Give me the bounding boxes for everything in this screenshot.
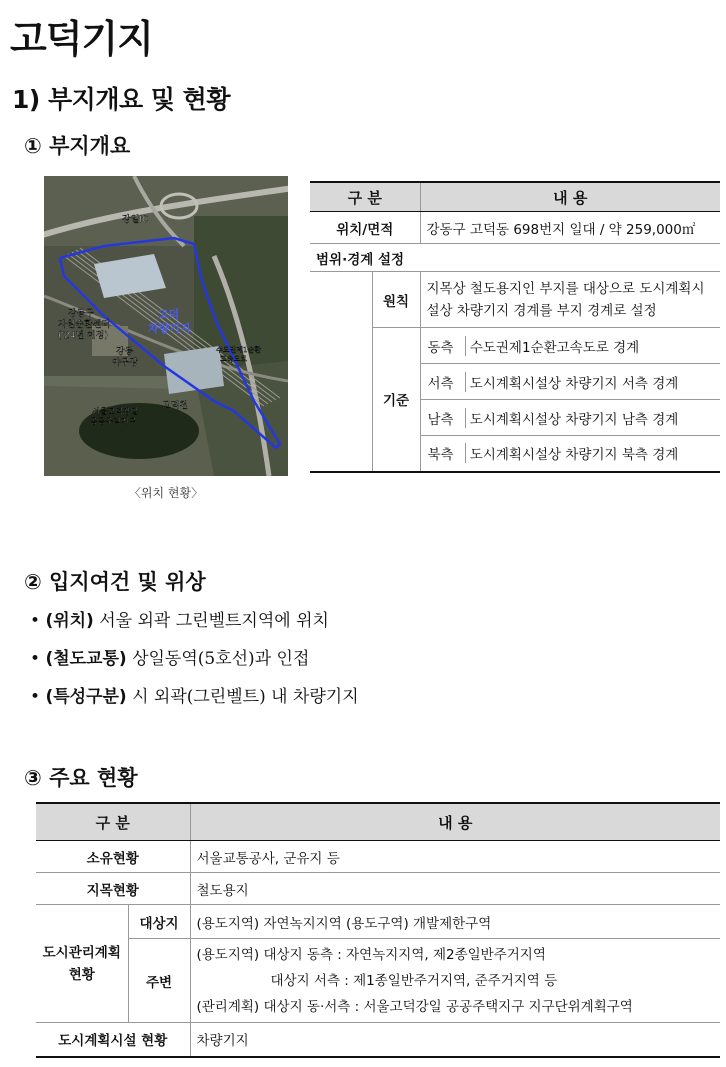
south-row [420, 400, 720, 436]
page-title: 고덕기지 [10, 17, 153, 61]
section-heading: 1) 부지개요 및 현황 [12, 85, 230, 114]
range-label: 범위·경계 설정 [310, 244, 720, 272]
site-overview-table [310, 181, 720, 473]
principle-value: 지목상 철도용지인 부지를 대상으로 도시계획시설상 차량기지 경계를 부지 경계로 설정 [420, 272, 720, 328]
east-row [420, 328, 720, 364]
map-label-depot: 고덕 차량기지 [148, 308, 191, 335]
land-category-value: 철도용지 [190, 873, 720, 905]
east-label: 동측 [421, 336, 466, 356]
status-table [36, 802, 720, 1058]
map-label-center: 강동구 자원순환센터 ('24년 예정) [58, 309, 111, 341]
south-label: 남측 [421, 408, 466, 428]
principle-label: 원칙 [372, 272, 420, 328]
facility-value: 차량기지 [190, 1023, 720, 1057]
ownership-label: 소유현황 [36, 841, 190, 873]
header-gubun: 구 분 [36, 803, 190, 841]
ownership-value: 서울교통공사, 군유지 등 [190, 841, 720, 873]
aerial-map-image [44, 176, 288, 476]
west-label: 서측 [421, 372, 466, 392]
subsection-heading-overview: ① 부지개요 [24, 134, 131, 158]
bullet-item: • (특성구분) 시 외곽(그린벨트) 내 차량기지 [30, 687, 359, 707]
facility-label: 도시계획시설 현황 [36, 1023, 190, 1057]
map-caption: 〈위치 현황〉 [128, 486, 204, 500]
target-label: 대상지 [128, 905, 190, 939]
map-label-housing: 서울고덕강일 공공주택지구 [90, 407, 139, 426]
map-label-baseball: 강동 야구장 [112, 347, 139, 368]
east-value: 수도권제1순환고속도로 경계 [469, 339, 640, 356]
west-row [420, 364, 720, 400]
land-category-label: 지목현황 [36, 873, 190, 905]
north-value: 도시계획시설상 차량기지 북측 경계 [469, 447, 679, 464]
west-value: 도시계획시설상 차량기지 서측 경계 [469, 375, 679, 392]
target-value: (용도지역) 자연녹지지역 (용도구역) 개발제한구역 [190, 905, 720, 939]
map-label-expressway: 수도권제1순환 고속도로 [216, 346, 262, 363]
around-label: 주변 [128, 939, 190, 1023]
header-content: 내 용 [190, 803, 720, 841]
map-label-stream: 고덕천 [162, 401, 189, 411]
bullet-item: • (철도교통) 상일동역(5호선)과 인접 [30, 649, 310, 669]
subsection-heading-location: ② 입지여건 및 위상 [24, 570, 206, 594]
subsection-heading-status: ③ 주요 현황 [24, 766, 138, 790]
location-label: 위치/면적 [310, 212, 420, 244]
map-label-ic: 강일IC [122, 215, 149, 225]
plan-label: 도시관리계획 현황 [36, 905, 128, 1023]
north-row [420, 436, 720, 472]
around-value: (용도지역) 대상지 동측 : 자연녹지지역, 제2종일반주거지역 대상지 서측 : 제1종일반주거지역, 준주거지역 등 (관리계획) 대상지 동·서측 : 서울고덕강일 공공주택지구 지구단위계획구역 [190, 939, 720, 1023]
location-value: 강동구 고덕동 698번지 일대 / 약 259,000㎡ [420, 212, 720, 244]
header-gubun: 구 분 [310, 182, 420, 212]
header-content: 내 용 [420, 182, 720, 212]
basis-label: 기준 [372, 328, 420, 472]
south-value: 도시계획시설상 차량기지 남측 경계 [469, 411, 679, 428]
bullet-item: • (위치) 서울 외곽 그린벨트지역에 위치 [30, 611, 329, 631]
north-label: 북측 [421, 443, 466, 463]
